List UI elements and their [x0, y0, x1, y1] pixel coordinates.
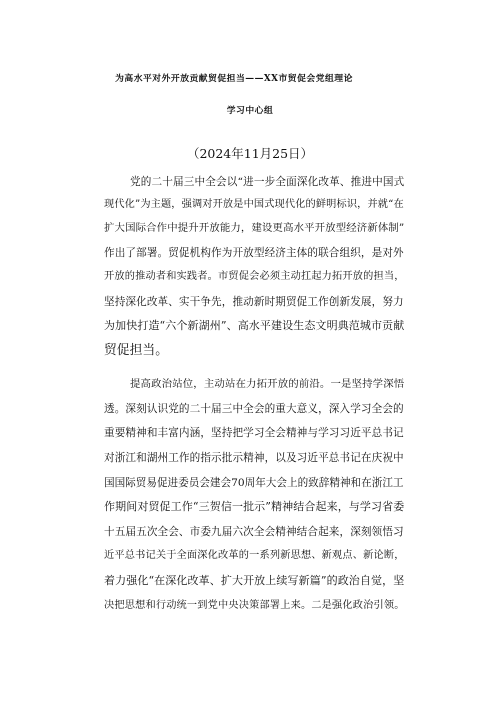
paragraph-line: 着力强化“在深化改革、扩大开放上续写新篇”的政治自觉，坚	[104, 574, 405, 587]
document-title-line-1: 为高水平对外开放贡献贸促担当——XX市贸促会党组理论	[115, 74, 353, 84]
paragraph-line: 对浙江和湖州工作的指示批示精神，以及习近平总书记在庆祝中	[104, 452, 404, 464]
paragraph-line: 透。深刻认识党的二十届三中全会的重大意义，深入学习全会的	[104, 403, 404, 415]
paragraph-line: 国国际贸易促进委员会建会70周年大会上的致辞精神和在浙江工	[104, 477, 404, 489]
paragraph-line: 贸促担当。	[104, 343, 168, 358]
document-date: （2024年11月25日）	[186, 146, 314, 161]
paragraph-line: 坚持深化改革、实干争先，推动新时期贸促工作创新发展，努力	[104, 296, 404, 308]
paragraph-line: 提高政治站位，主动站在力拓开放的前沿。一是坚持学深悟	[130, 378, 405, 390]
paragraph-line: 开放的推动者和实践者。市贸促会必须主动扛起力拓开放的担当，	[104, 271, 405, 282]
paragraph-line: 为加快打造“六个新湖州”、高水平建设生态文明典范城市贡献	[104, 319, 405, 332]
paragraph-line: 决把思想和行动统一到党中央决策部署上来。二是强化政治引领。	[104, 600, 405, 611]
paragraph-line: 作出了部署。贸促机构作为开放型经济主体的联合组织，是对外	[104, 247, 404, 259]
paragraph-line: 作期间对贸促工作“三贺信一批示”精神结合起来，与学习省委	[104, 500, 405, 513]
paragraph-line: 重要精神和丰富内涵，坚持把学习全会精神与学习习近平总书记	[104, 427, 404, 439]
paragraph-line: 党的二十届三中全会以“进一步全面深化改革、推进中国式	[130, 176, 405, 188]
document-title-line-2: 学习中心组	[226, 106, 274, 116]
paragraph-line: 近平总书记关于全面深化改革的一系列新思想、新观点、新论断，	[104, 550, 405, 561]
paragraph-line: 十五届五次全会、市委九届六次全会精神结合起来，深刻领悟习	[104, 526, 404, 538]
paragraph-line: 现代化”为主题，强调对开放是中国式现代化的鲜明标识，并就“在	[104, 199, 404, 210]
paragraph-line: 扩大国际合作中提升开放能力，建设更高水平开放型经济新体制”	[104, 222, 405, 234]
